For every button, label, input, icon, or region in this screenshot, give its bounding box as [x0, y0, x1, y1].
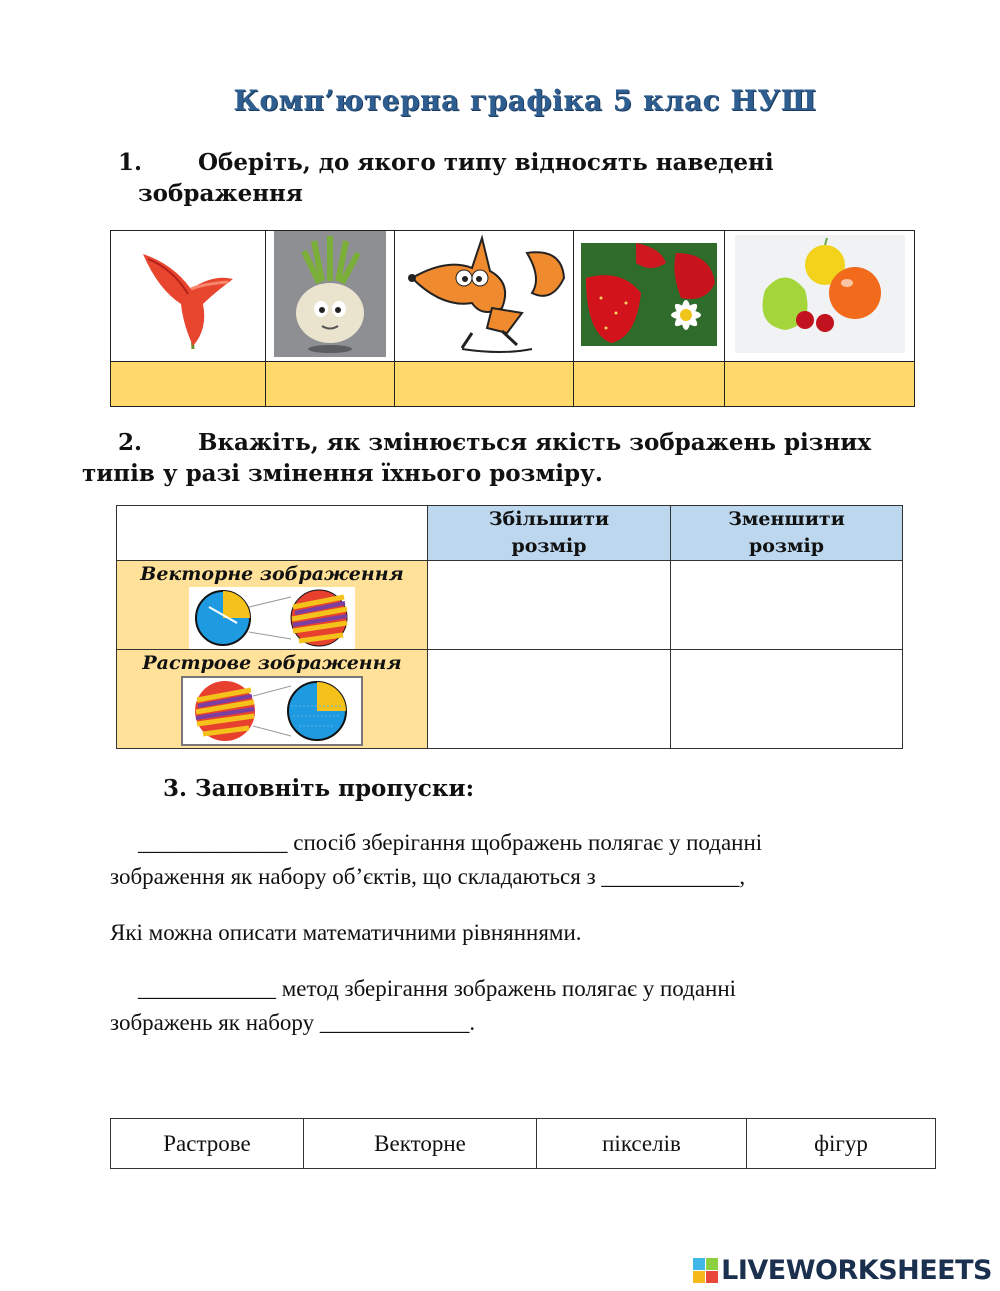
raster-increase-cell[interactable]: [428, 650, 671, 749]
fruits-image-cell: [725, 231, 915, 362]
header-decrease: [671, 506, 903, 561]
question-2-line2: типів у разі змінення їхнього розміру.: [82, 460, 603, 487]
answer-cell-4[interactable]: [574, 362, 725, 407]
raster-row-title: Растрове зображення: [142, 652, 402, 674]
vector-decrease-cell[interactable]: [671, 561, 903, 650]
answer-cell-3[interactable]: [395, 362, 574, 407]
p1-text-1: спосіб зберігання щображень полягає у поданні: [287, 830, 763, 855]
question-2-number: 2.: [118, 429, 143, 456]
header-decrease-line2: розмір: [748, 535, 825, 557]
p1-text-2: зображення як набору об’єктів, що складаються з: [110, 864, 602, 889]
word-bank-item-raster[interactable]: Растрове: [111, 1119, 304, 1169]
header-decrease-line1: Зменшити: [728, 508, 845, 530]
fox-cartoon-image: [402, 233, 567, 355]
onion-image-cell: [266, 231, 395, 362]
fill-paragraph-2: Які можна описати математичними рівняннями.: [110, 920, 582, 945]
page-title: Комп’ютерна графіка 5 клас НУШ: [233, 84, 817, 117]
fox-image-cell: [395, 231, 574, 362]
blank-4[interactable]: _____________: [319, 1010, 470, 1035]
word-bank-item-shapes[interactable]: фігур: [747, 1119, 936, 1169]
p1-end: ,: [739, 864, 746, 889]
question-2-line1: Вкажіть, як змінюється якість зображень різних: [198, 429, 872, 456]
empty-corner-cell: [117, 506, 428, 561]
blank-3[interactable]: ____________: [138, 976, 276, 1001]
raster-decrease-cell[interactable]: [671, 650, 903, 749]
fill-paragraph-1: [110, 826, 910, 894]
p3-end: .: [469, 1010, 476, 1035]
raster-row-label: [117, 650, 428, 749]
answer-cell-1[interactable]: [111, 362, 266, 407]
fill-paragraph-3: [110, 972, 910, 1040]
tulip-image: [133, 234, 243, 354]
question-2: [118, 427, 871, 459]
vector-increase-cell[interactable]: [428, 561, 671, 650]
onion-character-image: [274, 231, 386, 357]
header-increase-line2: розмір: [511, 535, 587, 557]
blank-1[interactable]: _____________: [138, 830, 288, 855]
resize-quality-table: [116, 505, 903, 749]
p3-text-2: зображень як набору: [110, 1010, 320, 1035]
glass-fruits-image: [735, 235, 905, 353]
strawberry-daisy-image: [581, 243, 717, 346]
header-increase-line1: Збільшити: [488, 508, 610, 530]
liveworksheets-logo-icon: [693, 1258, 719, 1284]
question-1-number: 1.: [118, 149, 143, 176]
image-type-table: [110, 230, 915, 407]
question-1-line1: Оберіть, до якого типу відносять наведені: [198, 149, 774, 176]
question-3-heading: 3. Заповніть пропуски:: [163, 775, 475, 802]
liveworksheets-logo: [693, 1255, 992, 1286]
strawberry-image-cell: [574, 231, 725, 362]
word-bank-item-vector[interactable]: Векторне: [304, 1119, 537, 1169]
question-1: [118, 147, 774, 179]
vector-row-title: Векторне зображення: [140, 563, 404, 585]
raster-zoom-illustration: [181, 676, 363, 746]
header-increase: [428, 506, 671, 561]
vector-zoom-illustration: [189, 587, 355, 649]
liveworksheets-logo-text: LIVEWORKSHEETS: [721, 1255, 992, 1286]
vector-row-label: [117, 561, 428, 650]
blank-2[interactable]: ____________: [601, 864, 740, 889]
answer-cell-5[interactable]: [725, 362, 915, 407]
word-bank-table: [110, 1118, 936, 1169]
p3-text-1: метод зберігання зображень полягає у поданні: [276, 976, 737, 1001]
question-1-line2: зображення: [138, 180, 303, 207]
answer-cell-2[interactable]: [266, 362, 395, 407]
word-bank-item-pixels[interactable]: пікселів: [537, 1119, 747, 1169]
tulip-image-cell: [111, 231, 266, 362]
